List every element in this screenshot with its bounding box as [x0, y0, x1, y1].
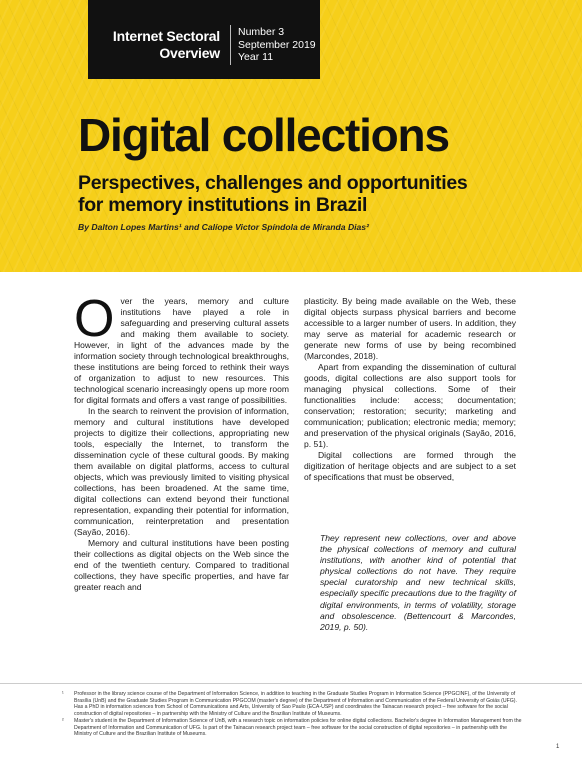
subtitle-line2: for memory institutions in Brazil	[78, 194, 368, 216]
footnote-2-marker: ²	[62, 718, 64, 724]
footnote-2	[62, 718, 526, 738]
paragraph-1	[74, 290, 289, 406]
issue-year: Year 11	[238, 51, 274, 63]
paragraph-2: In the search to reinvent the provision of information, memory and cultural institutions have developed projects to digitize their collections, appropriating new tools, especially the Internet, to transform the dissemination cycle of these cultural goods. By making them available on digital platforms, access to cultural objects, which was previously limited to visiting physical collections, has been broadened. At the same time, digital collections can extend beyond their functional representation, expanding their potential for information, communication, reinterpretation and presentation (Sayão, 2016).	[74, 406, 289, 537]
series-name-line1: Internet Sectoral	[112, 28, 220, 44]
footnote-1-text: Professor in the library science course of the Department of Information Science, in addition to teaching in the Graduate Studies Program in Information Science (PPGCINF), of the University of Brasília (UnB) and the Graduate Studies Program in Communication PPGCOM (master's degree) of the Department of Information and Communication of the Federal University of Goiás (UFG). Has a PhD in information sciences from School of Communications and Arts, University of Sao Paulo (ECA-USP) and coordinates the Tainacan research project – free software for the social construction of digital repositories – in partnership with the Ministry of Culture and the Brazilian Institute of Museums.	[74, 691, 517, 717]
issue-number: Number 3	[238, 26, 285, 38]
footnote-1	[62, 691, 526, 717]
series-name	[98, 28, 220, 62]
header-divider	[230, 25, 231, 65]
footnote-1-marker: ¹	[62, 691, 64, 697]
issue-info	[238, 26, 316, 64]
paragraph-4: plasticity. By being made available on the Web, these digital objects surpass physical barriers and become accessible to a larger number of users. In addition, they may serve as material for academic research or generate new forms of use by being recombined (Marcondes, 2018).	[304, 296, 516, 361]
paragraph-1-text: ver the years, memory and culture institutions have played a role in safeguarding and preserving cultural assets and making them available to society. However, in light of the advances made by the information society through technological breakthroughs, these institutions are being forced to rethink their ways of organization to adjust to new resources. This technological scenario increasingly opens up more room for digital formats and offers a vast range of possibilities.	[74, 296, 289, 405]
block-quote: They represent new collections, over and above the physical collections of memory and cultural institutions, with another kind of potential that physical collections do not have. They require special curatorship and new technical skills, especially specific precautions due to the fragility of digital environments, in terms of volatility, storage and obsolescence. (Bettencourt & Marcondes, 2019, p. 50).	[320, 533, 516, 632]
document-title: Digital collections	[78, 109, 449, 161]
body-column-right	[304, 296, 516, 483]
authors-byline: By Dalton Lopes Martins¹ and Calíope Victor Spíndola de Miranda Dias²	[78, 222, 369, 232]
series-header-box	[88, 0, 320, 79]
subtitle-line1: Perspectives, challenges and opportunities	[78, 172, 468, 194]
body-column-left	[74, 290, 289, 593]
issue-date: September 2019	[238, 38, 316, 51]
drop-cap: O	[74, 290, 115, 348]
footnote-divider	[0, 683, 582, 684]
series-name-line2: Overview	[159, 45, 220, 61]
document-subtitle	[78, 172, 467, 216]
paragraph-3: Memory and cultural institutions have been posting their collections as digital objects on the Web since the end of the twentieth century. Compared to traditional collections, they have specific properties, and have far greater reach and	[74, 538, 289, 592]
paragraph-5: Apart from expanding the dissemination of cultural goods, digital collections are also support tools for managing physical collections. Some of their functionalities include: access; documentation; conservation; restoration; security; marketing and communication; publication; electronic media; memory; and preservation of the physical originals (Sayão, 2016, p. 51).	[304, 362, 516, 449]
paragraph-6: Digital collections are formed through the digitization of heritage objects and are subject to a set of specifications that must be observed,	[304, 450, 516, 482]
footnote-2-text: Master's student in the Department of Information Science of UnB, with a research topic on information policies for online digital collections. Bachelor's degree in Information Management from the Department of Information and Communication of UFG. Is part of the Tainacan research project team – free software for the social construction of digital repositories – in partnership with the Ministry of Culture and the Brazilian Institute of Museums.	[74, 718, 522, 737]
page-number: 1	[556, 744, 560, 750]
